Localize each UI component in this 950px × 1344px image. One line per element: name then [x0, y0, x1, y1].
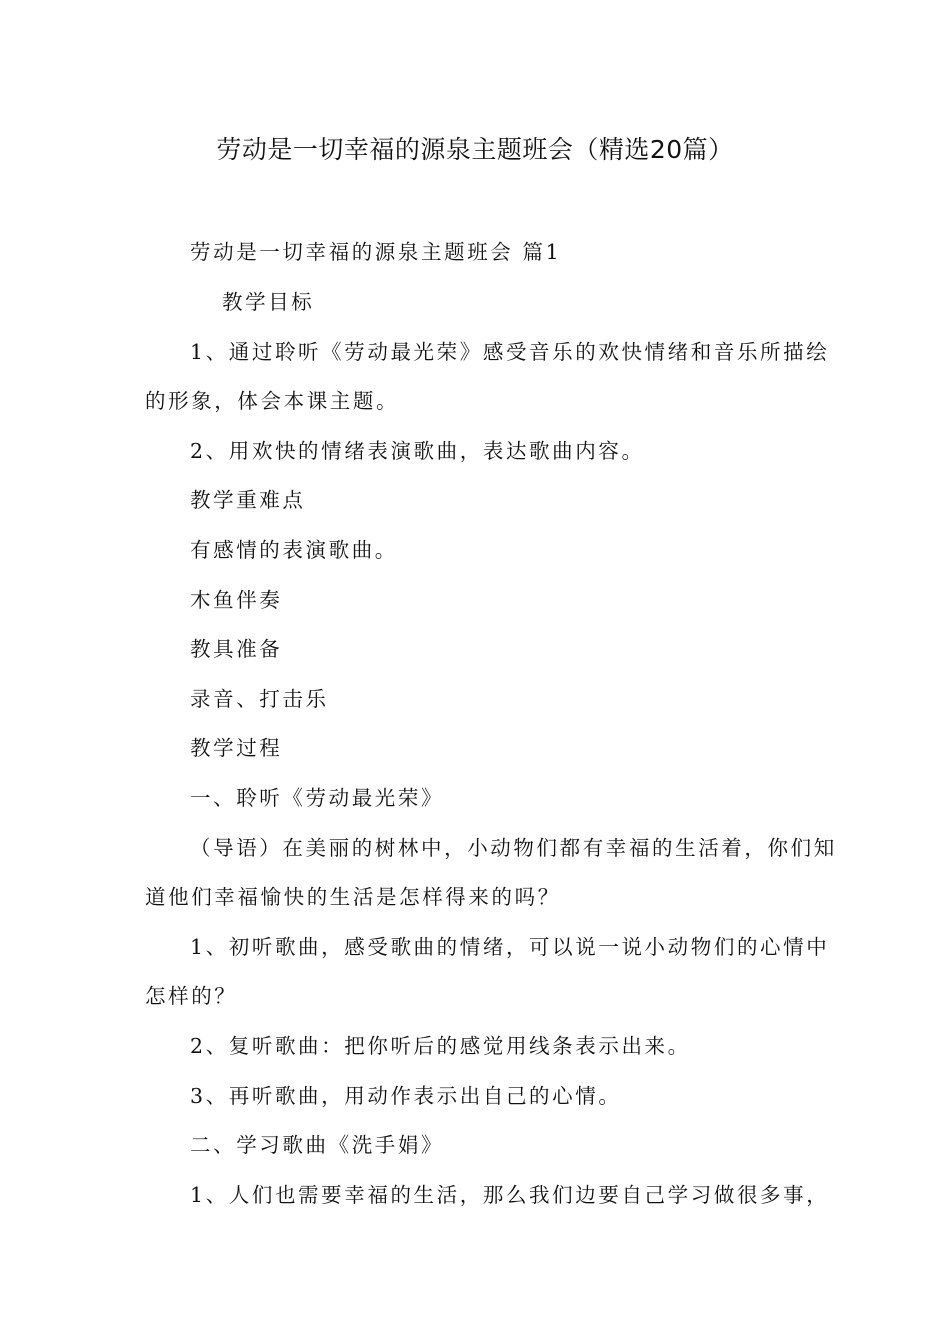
paragraph-line: 教学目标: [222, 290, 315, 314]
paragraph-line: 有感情的表演歌曲。: [190, 538, 398, 562]
paragraph-line: 道他们幸福愉快的生活是怎样得来的吗？: [145, 885, 561, 909]
document-title: 劳动是一切幸福的源泉主题班会（精选20篇）: [216, 135, 734, 164]
paragraph-line: （导语）在美丽的树林中，小动物们都有幸福的生活着，你们知: [190, 836, 837, 860]
paragraph-line: 教学过程: [190, 736, 283, 760]
paragraph-line: 教具准备: [190, 637, 283, 661]
paragraph-line: 1、人们也需要幸福的生活，那么我们边要自己学习做很多事，: [190, 1183, 830, 1207]
paragraph-line: 录音、打击乐: [190, 687, 329, 711]
paragraph-line: 1、通过聆听《劳动最光荣》感受音乐的欢快情绪和音乐所描绘: [190, 340, 830, 364]
paragraph-line: 2、复听歌曲：把你听后的感觉用线条表示出来。: [190, 1034, 691, 1058]
paragraph-line: 木鱼伴奏: [190, 588, 283, 612]
paragraph-line: 2、用欢快的情绪表演歌曲，表达歌曲内容。: [190, 439, 645, 463]
section-heading: 劳动是一切幸福的源泉主题班会 篇1: [190, 240, 562, 264]
paragraph-line: 教学重难点: [190, 488, 306, 512]
paragraph-line: 的形象，体会本课主题。: [145, 389, 400, 413]
paragraph-line: 1、初听歌曲，感受歌曲的情绪，可以说一说小动物们的心情中: [190, 935, 830, 959]
paragraph-line: 怎样的？: [145, 984, 238, 1008]
paragraph-line: 3、再听歌曲，用动作表示出自己的心情。: [190, 1084, 622, 1108]
paragraph-line: 二、学习歌曲《洗手娟》: [190, 1133, 445, 1157]
paragraph-line: 一、聆听《劳动最光荣》: [190, 786, 445, 810]
